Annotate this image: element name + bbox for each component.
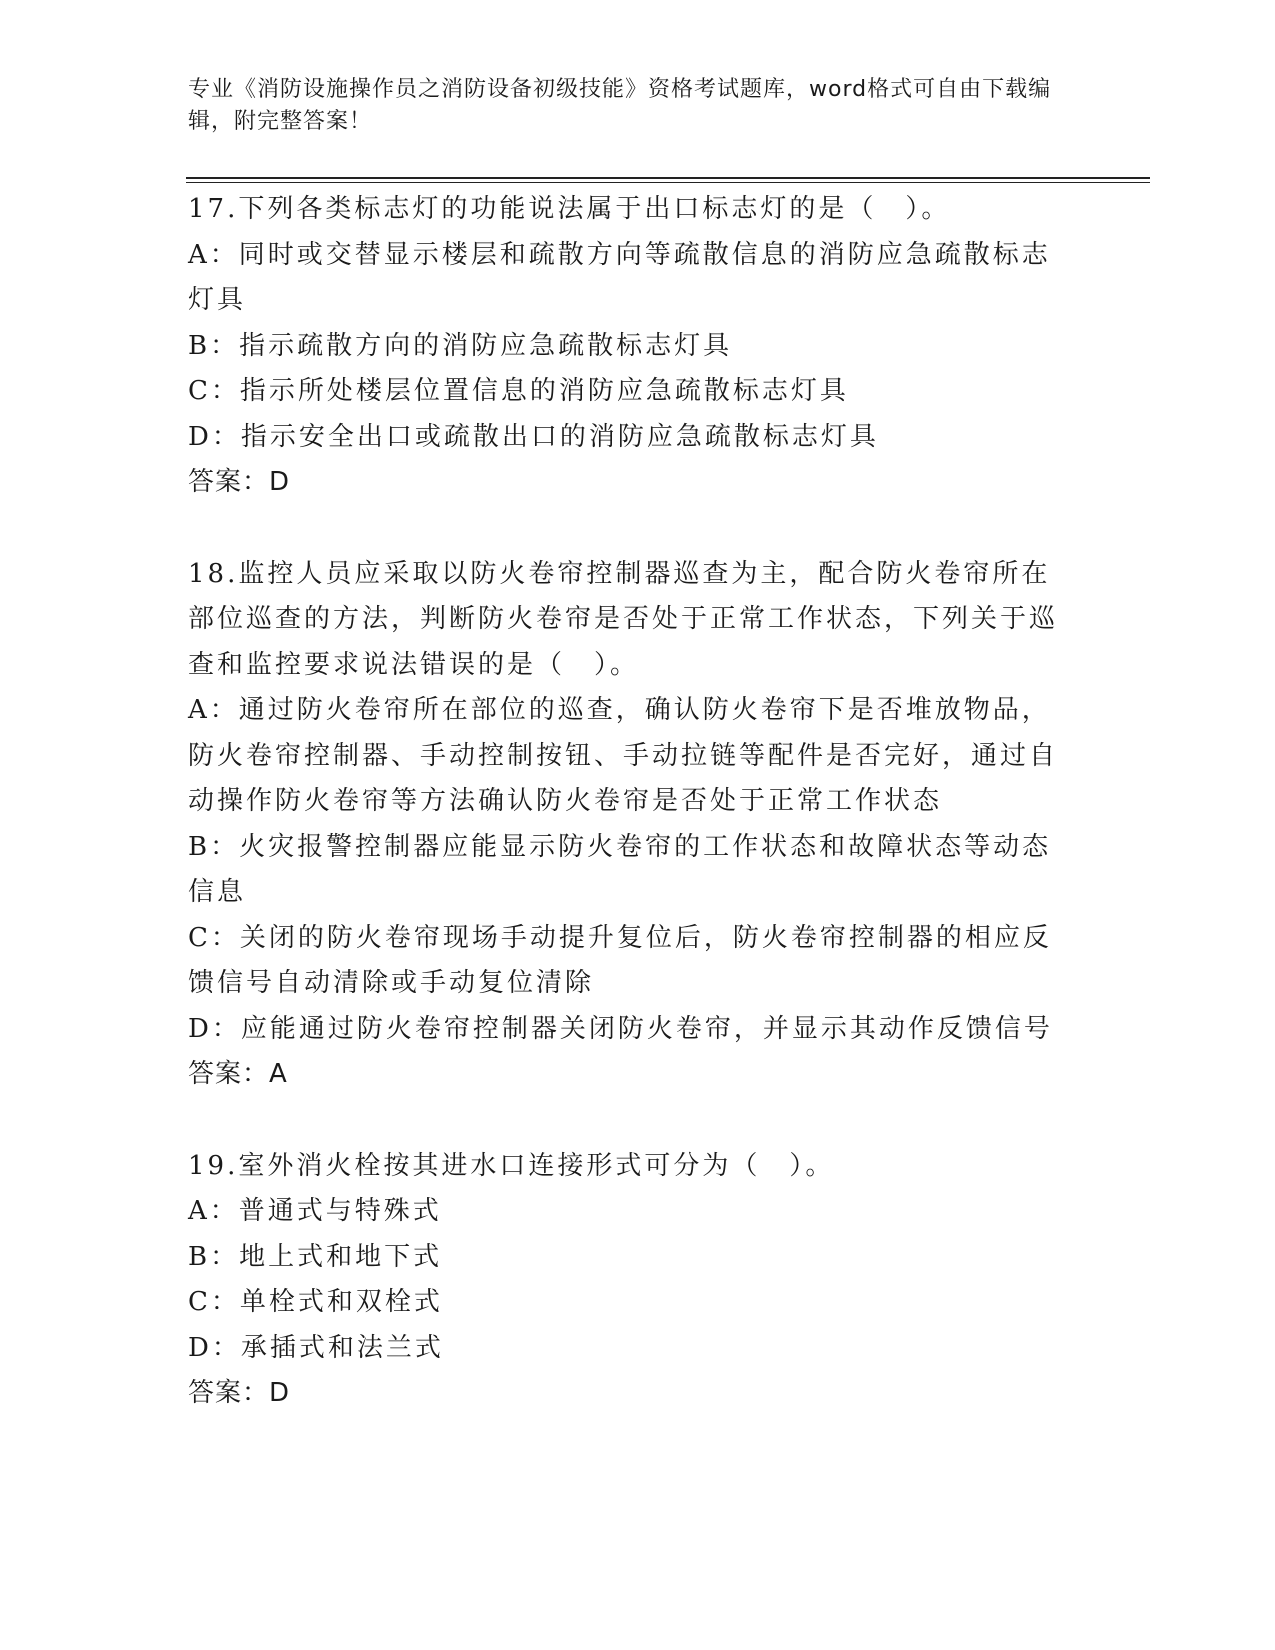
question-18 [188, 552, 1078, 1098]
header-divider-thick [186, 177, 1150, 179]
option-b: B：地上式和地下式 [188, 1241, 443, 1272]
header-text: 专业《消防设施操作员之消防设备初级技能》资格考试题库，word格式可自由下载编辑，附完整答案！ [188, 77, 1052, 134]
option-a: A：普通式与特殊式 [188, 1196, 442, 1226]
option-d: D：应能通过防火卷帘控制器关闭防火卷帘，并显示其动作反馈信号 [188, 1013, 1053, 1044]
question-list [188, 187, 1078, 1417]
option-c: C：关闭的防火卷帘现场手动提升复位后，防火卷帘控制器的相应反馈信号自动清除或手动复位清除 [188, 922, 1052, 998]
option-b: B：火灾报警控制器应能显示防火卷帘的工作状态和故障状态等动态信息 [188, 831, 1052, 907]
answer-line: 答案：D [188, 467, 291, 497]
header-divider-thin [186, 182, 1150, 183]
option-a: A：通过防火卷帘所在部位的巡查，确认防火卷帘下是否堆放物品，防火卷帘控制器、手动控制按钮、手动拉链等配件是否完好，通过自动操作防火卷帘等方法确认防火卷帘是否处于正常工作状态 [188, 695, 1059, 816]
answer-line: 答案：D [188, 1378, 291, 1408]
answer-line: 答案：A [188, 1059, 288, 1089]
option-c: C：单栓式和双栓式 [188, 1287, 443, 1317]
question-stem: 18.监控人员应采取以防火卷帘控制器巡查为主，配合防火卷帘所在部位巡查的方法，判断防火卷帘是否处于正常工作状态，下列关于巡查和监控要求说法错误的是（ ）。 [188, 558, 1059, 680]
option-d: D：指示安全出口或疏散出口的消防应急疏散标志灯具 [188, 421, 879, 452]
question-19 [188, 1144, 1078, 1417]
question-17 [188, 187, 1078, 506]
question-stem: 19.室外消火栓按其进水口连接形式可分为（ ）。 [188, 1150, 835, 1181]
option-a: A：同时或交替显示楼层和疏散方向等疏散信息的消防应急疏散标志灯具 [188, 239, 1051, 315]
page-header [188, 74, 1068, 138]
option-c: C：指示所处楼层位置信息的消防应急疏散标志灯具 [188, 376, 849, 406]
option-b: B：指示疏散方向的消防应急疏散标志灯具 [188, 330, 733, 361]
question-stem: 17.下列各类标志灯的功能说法属于出口标志灯的是（ ）。 [188, 194, 951, 224]
option-d: D：承插式和法兰式 [188, 1332, 444, 1363]
